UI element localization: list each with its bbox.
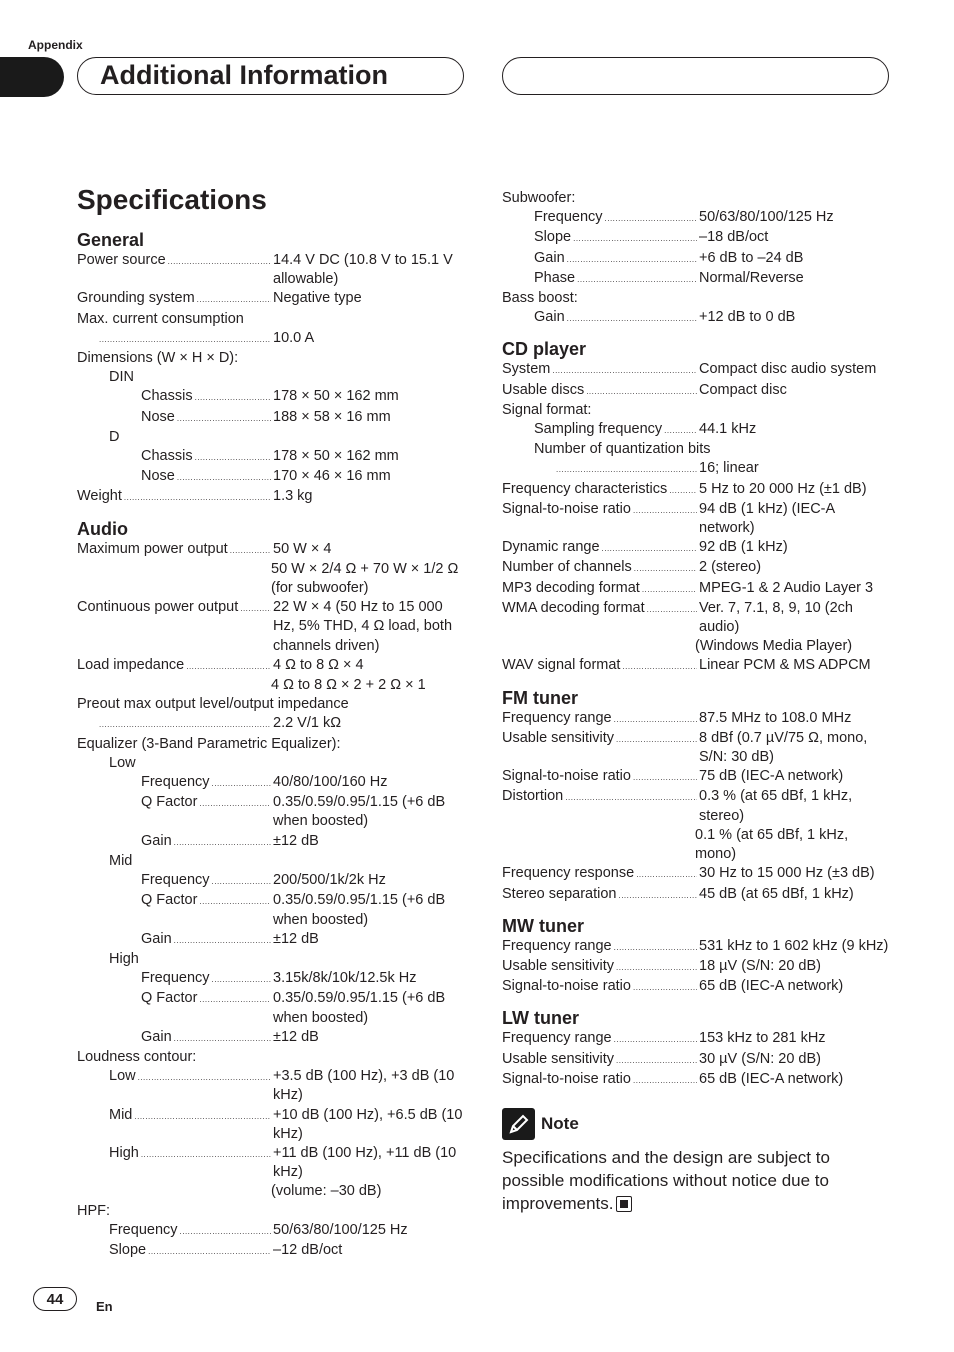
spec-row: Frequency ..... 200/500/1k/2k Hz (77, 871, 467, 891)
stop-icon (616, 1196, 632, 1212)
appendix-label: Appendix (28, 38, 83, 52)
spec-label: Subwoofer: (502, 190, 576, 206)
spec-row: Frequency characteristics ..... 5 Hz to 20 000 Hz (±1 dB) (502, 480, 892, 500)
header-title-box (77, 57, 464, 95)
spec-row: Usable sensitivity ..... 30 µV (S/N: 20 dB) (502, 1050, 892, 1070)
spec-row: Slope ..... –18 dB/oct (502, 228, 892, 248)
spec-value: (volume: –30 dB) (271, 1183, 382, 1200)
spec-row: Number of channels ..... 2 (stereo) (502, 558, 892, 578)
spec-row: Signal-to-noise ratio ..... 65 dB (IEC-A network) (502, 977, 892, 997)
spec-row: Frequency range ..... 87.5 MHz to 108.0 MHz (502, 709, 892, 729)
spec-row: Weight ..... 1.3 kg (77, 487, 467, 507)
spec-row: High ..... +11 dB (100 Hz), +11 dB (10 kHz) (77, 1144, 467, 1182)
spec-label: Signal format: (502, 401, 592, 418)
spec-row: ..... 10.0 A (77, 329, 467, 349)
spec-row: Dynamic range ..... 92 dB (1 kHz) (502, 538, 892, 558)
spec-row: Chassis ..... 178 × 50 × 162 mm (77, 447, 467, 467)
spec-row: Frequency ..... 50/63/80/100/125 Hz (502, 208, 892, 228)
spec-row: Sampling frequency ..... 44.1 kHz (502, 420, 892, 440)
spec-row: Frequency ..... 40/80/100/160 Hz (77, 773, 467, 793)
spec-row: Q Factor ..... 0.35/0.59/0.95/1.15 (+6 dB when boosted) (77, 793, 467, 831)
audio-heading: Audio (77, 518, 128, 539)
spec-label: High (109, 950, 139, 967)
spec-row: Q Factor ..... 0.35/0.59/0.95/1.15 (+6 dB when boosted) (77, 989, 467, 1027)
spec-value: 4 Ω to 8 Ω × 2 + 2 Ω × 1 (271, 677, 426, 694)
header-blank-box (502, 57, 889, 95)
spec-row: Continuous power output ..... 22 W × 4 (50 Hz to 15 000 Hz, 5% THD, 4 Ω load, both channels driven) (77, 598, 467, 656)
spec-row: Load impedance ..... 4 Ω to 8 Ω × 4 (77, 656, 467, 676)
cd-heading: CD player (502, 339, 587, 360)
spec-row: Gain ..... ±12 dB (77, 930, 467, 950)
spec-row: System ..... Compact disc audio system (502, 360, 892, 380)
spec-row: Maximum power output ..... 50 W × 4 (77, 540, 467, 560)
page-title: Specifications (77, 184, 267, 215)
left-column (77, 229, 467, 1261)
spec-label: Preout max output level/output impedance (77, 696, 349, 713)
spec-row: Distortion ..... 0.3 % (at 65 dBf, 1 kHz, stereo) (502, 787, 892, 825)
spec-row: Usable discs ..... Compact disc (502, 381, 892, 401)
spec-label: Dimensions (W × H × D): (77, 350, 239, 367)
spec-label: D (109, 428, 120, 445)
spec-row: WAV signal format ..... Linear PCM & MS ADPCM (502, 656, 892, 676)
spec-row: Low ..... +3.5 dB (100 Hz), +3 dB (10 kHz) (77, 1067, 467, 1105)
spec-row: Frequency range ..... 153 kHz to 281 kHz (502, 1029, 892, 1049)
spec-row: Grounding system ..... Negative type (77, 289, 467, 309)
spec-row: Gain ..... +12 dB to 0 dB (502, 308, 892, 328)
spec-row: Gain ..... ±12 dB (77, 1028, 467, 1048)
spec-label: Low (109, 754, 136, 771)
spec-row: WMA decoding format ..... Ver. 7, 7.1, 8, 9, 10 (2ch audio) (502, 599, 892, 637)
spec-row: Signal-to-noise ratio ..... 75 dB (IEC-A network) (502, 767, 892, 787)
spec-row: Gain ..... +6 dB to –24 dB (502, 249, 892, 269)
mw-heading: MW tuner (502, 915, 584, 936)
note-text: Specifications and the design are subject to possible modifications without notice due to improvements. (502, 1147, 830, 1213)
spec-label: Equalizer (3-Band Parametric Equalizer): (77, 735, 341, 752)
spec-row: Signal-to-noise ratio ..... 65 dB (IEC-A network) (502, 1070, 892, 1090)
section-tab (0, 57, 64, 97)
general-heading: General (77, 230, 145, 250)
spec-label: Max. current consumption (77, 310, 244, 327)
spec-row: Phase ..... Normal/Reverse (502, 269, 892, 289)
fm-heading: FM tuner (502, 687, 578, 708)
spec-label: Number of quantization bits (534, 441, 711, 458)
spec-label: Bass boost: (502, 290, 578, 307)
spec-row: Power source ..... 14.4 V DC (10.8 V to 15.1 V allowable) (77, 251, 467, 289)
spec-row: Usable sensitivity ..... 18 µV (S/N: 20 dB) (502, 957, 892, 977)
spec-row: Chassis ..... 178 × 50 × 162 mm (77, 387, 467, 407)
spec-row: Mid ..... +10 dB (100 Hz), +6.5 dB (10 kHz) (77, 1106, 467, 1144)
spec-value: 50 W × 2/4 Ω + 70 W × 1/2 Ω (for subwoofer) (271, 560, 459, 597)
spec-row: Usable sensitivity ..... 8 dBf (0.7 µV/75 Ω, mono, S/N: 30 dB) (502, 729, 892, 767)
pencil-icon (502, 1108, 535, 1140)
spec-label: Loudness contour: (77, 1048, 197, 1065)
spec-label: Mid (109, 852, 133, 869)
spec-row: Frequency ..... 50/63/80/100/125 Hz (77, 1221, 467, 1241)
header-title: Additional Information (100, 60, 388, 90)
spec-row: ..... 16; linear (502, 459, 892, 479)
spec-row: MP3 decoding format ..... MPEG-1 & 2 Audio Layer 3 (502, 579, 892, 599)
spec-row: Frequency ..... 3.15k/8k/10k/12.5k Hz (77, 969, 467, 989)
spec-row: Nose ..... 170 × 46 × 16 mm (77, 467, 467, 487)
note-label: Note (541, 1114, 579, 1134)
spec-label: DIN (109, 369, 134, 386)
language-label: En (96, 1299, 113, 1314)
page-number: 44 (33, 1287, 77, 1311)
spec-value: 0.1 % (at 65 dBf, 1 kHz, mono) (695, 826, 849, 863)
right-column (502, 189, 892, 1215)
spec-row: Frequency range ..... 531 kHz to 1 602 kHz (9 kHz) (502, 937, 892, 957)
spec-label: HPF: (77, 1202, 111, 1219)
spec-row: Slope ..... –12 dB/oct (77, 1241, 467, 1261)
spec-row: ..... 2.2 V/1 kΩ (77, 714, 467, 734)
spec-row: Nose ..... 188 × 58 × 16 mm (77, 408, 467, 428)
spec-row: Q Factor ..... 0.35/0.59/0.95/1.15 (+6 dB when boosted) (77, 891, 467, 929)
spec-value: (Windows Media Player) (695, 638, 853, 655)
spec-row: Gain ..... ±12 dB (77, 832, 467, 852)
spec-row: Frequency response ..... 30 Hz to 15 000 Hz (±3 dB) (502, 864, 892, 884)
spec-row: Signal-to-noise ratio ..... 94 dB (1 kHz) (IEC-A network) (502, 500, 892, 538)
spec-row: Stereo separation ..... 45 dB (at 65 dBf, 1 kHz) (502, 885, 892, 905)
lw-heading: LW tuner (502, 1008, 579, 1029)
note-header (502, 1108, 892, 1140)
